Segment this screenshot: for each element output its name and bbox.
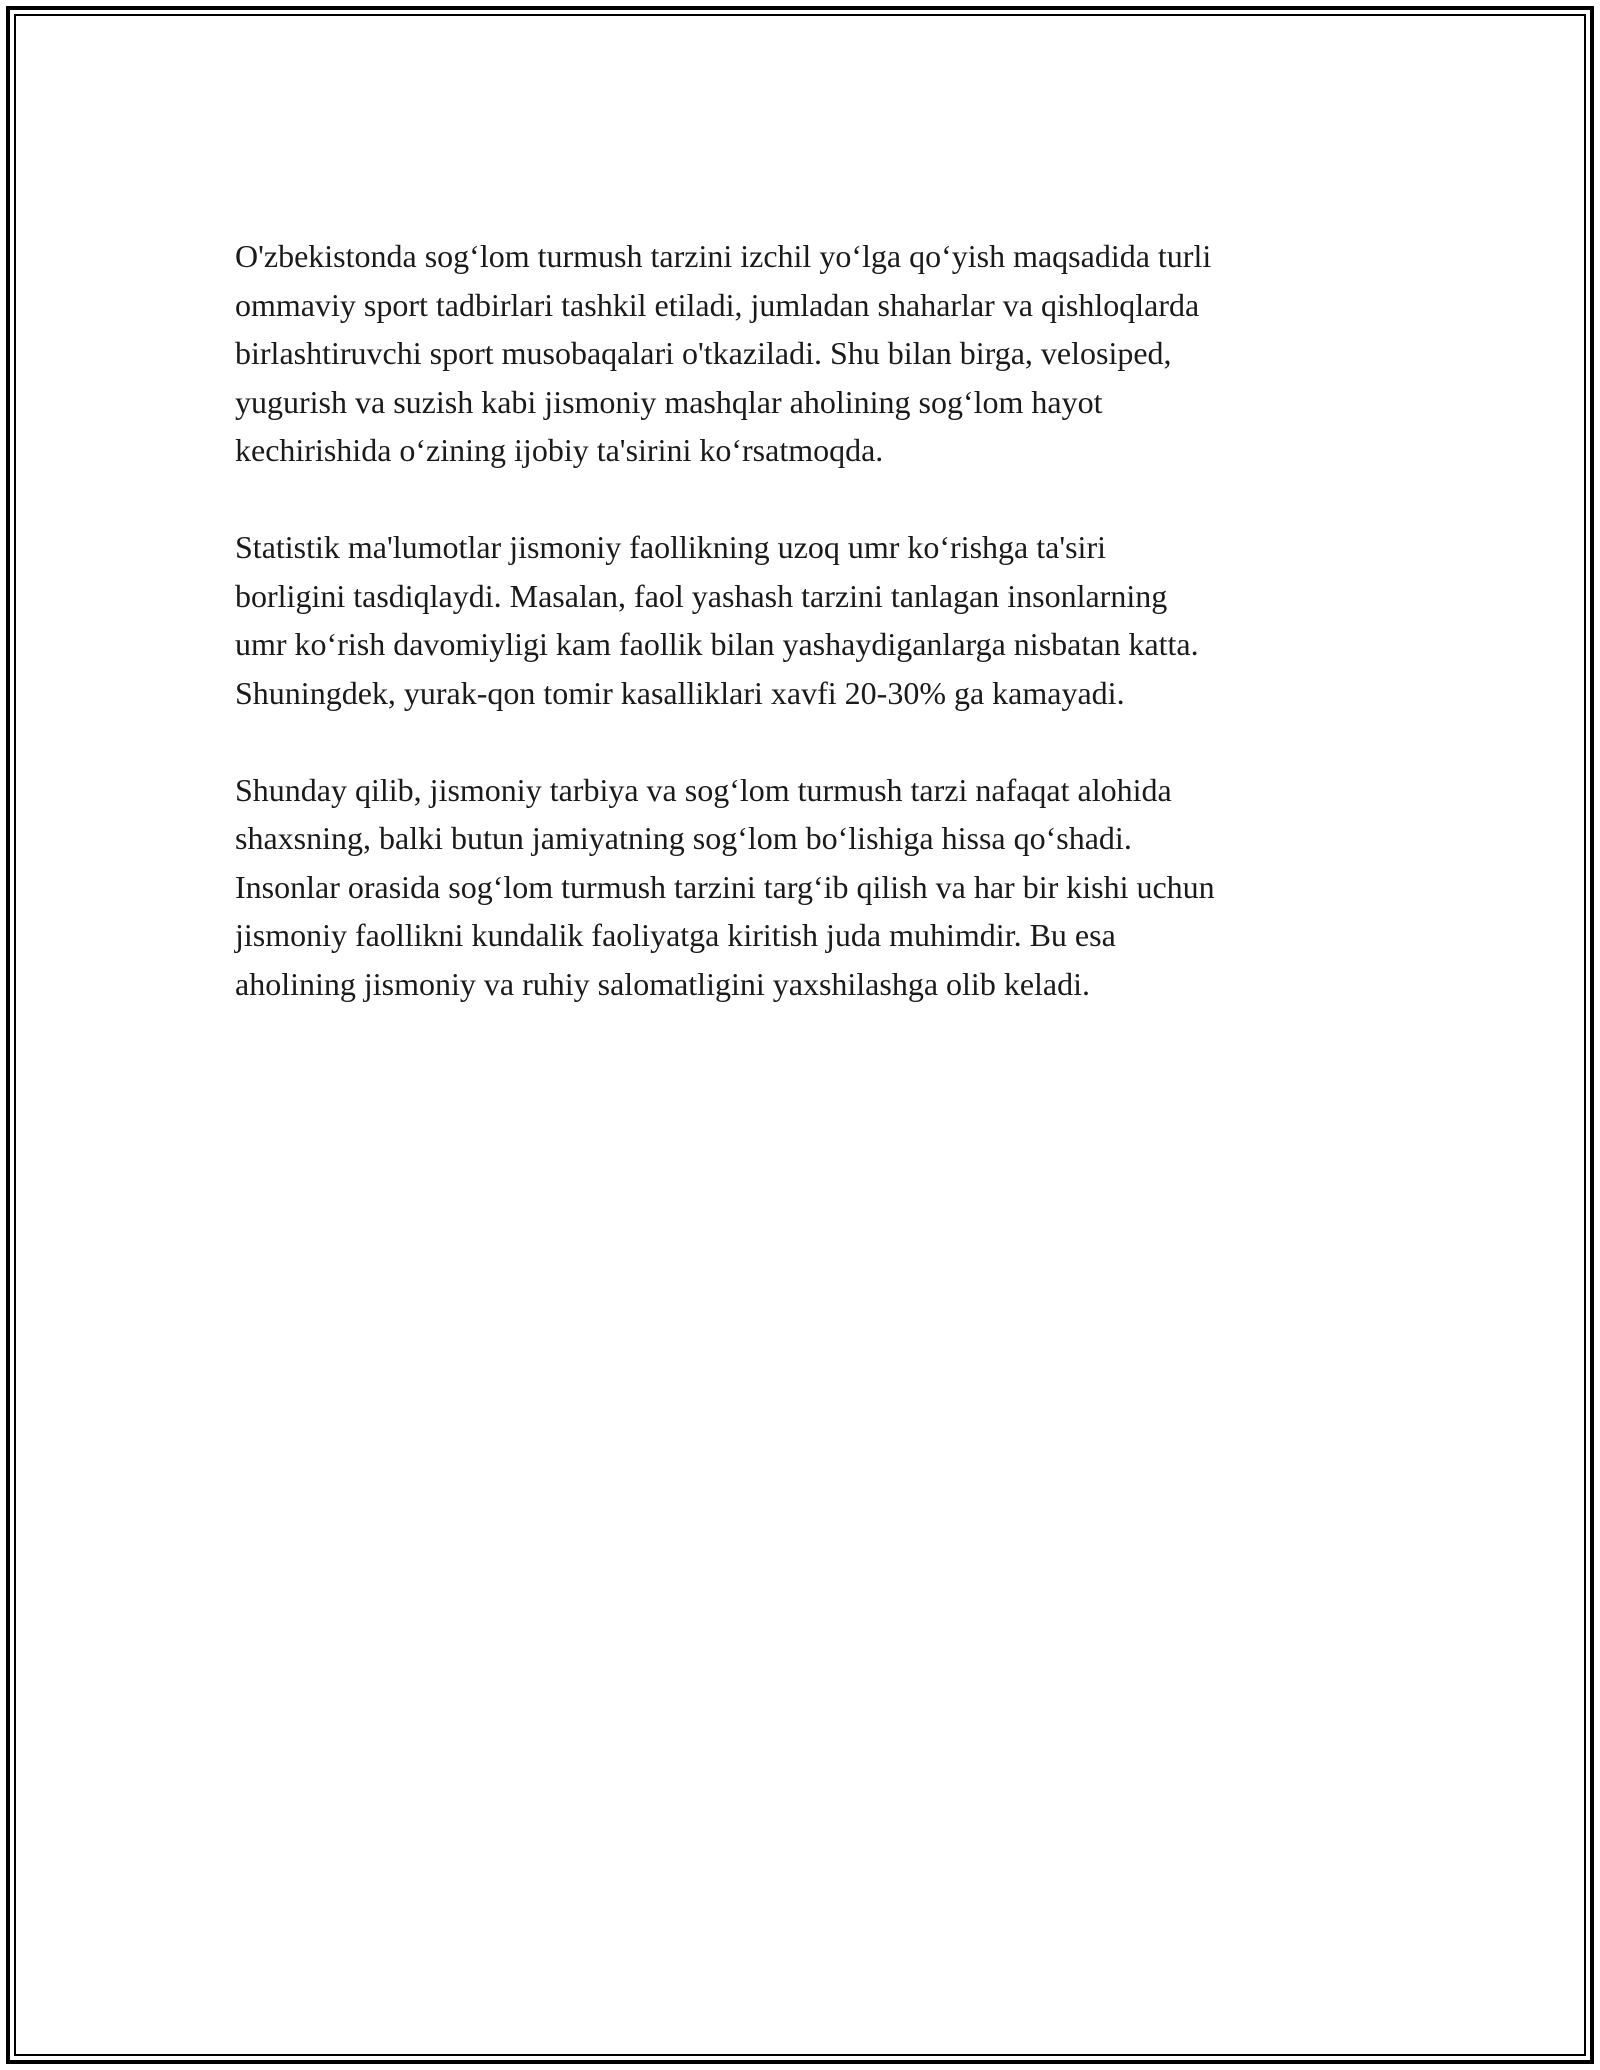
text-line: Statistik ma'lumotlar jismoniy faollikning uzoq umr ko‘rishga ta'siri [235, 529, 1106, 565]
text-line: shaxsning, balki butun jamiyatning sog‘lom bo‘lishiga hissa qo‘shadi. [235, 820, 1132, 856]
text-line: aholining jismoniy va ruhiy salomatligini yaxshilashga olib keladi. [235, 965, 1090, 1002]
paragraph-3 [235, 766, 1375, 1009]
text-line: umr ko‘rish davomiyligi kam faollik bilan yashaydiganlarga nisbatan katta. [235, 626, 1199, 662]
text-line: O'zbekistonda sog‘lom turmush tarzini izchil yo‘lga qo‘yish maqsadida turli [235, 238, 1212, 274]
text-line: Shunday qilib, jismoniy tarbiya va sog‘lom turmush tarzi nafaqat alohida [235, 771, 1172, 808]
text-line: Insonlar orasida sog‘lom turmush tarzini targ‘ib qilish va har bir kishi uchun [235, 868, 1215, 905]
text-line: kechirishida o‘zining ijobiy ta'sirini ko‘rsatmoqda. [235, 432, 884, 468]
text-line: borligini tasdiqlaydi. Masalan, faol yashash tarzini tanlagan insonlarning [235, 577, 1168, 614]
paragraph-1 [235, 232, 1375, 475]
text-line: Shuningdek, yurak-qon tomir kasalliklari xavfi 20-30% ga kamayadi. [235, 674, 1125, 711]
text-line: yugurish va suzish kabi jismoniy mashqlar aholining sog‘lom hayot [235, 383, 1103, 420]
paragraph-2 [235, 523, 1375, 717]
document-body [235, 232, 1375, 1057]
text-line: jismoniy faollikni kundalik faoliyatga kiritish juda muhimdir. Bu esa [235, 917, 1116, 953]
text-line: birlashtiruvchi sport musobaqalari o'tkaziladi. Shu bilan birga, velosiped, [235, 335, 1172, 371]
text-line: ommaviy sport tadbirlari tashkil etiladi, jumladan shaharlar va qishloqlarda [235, 286, 1200, 323]
